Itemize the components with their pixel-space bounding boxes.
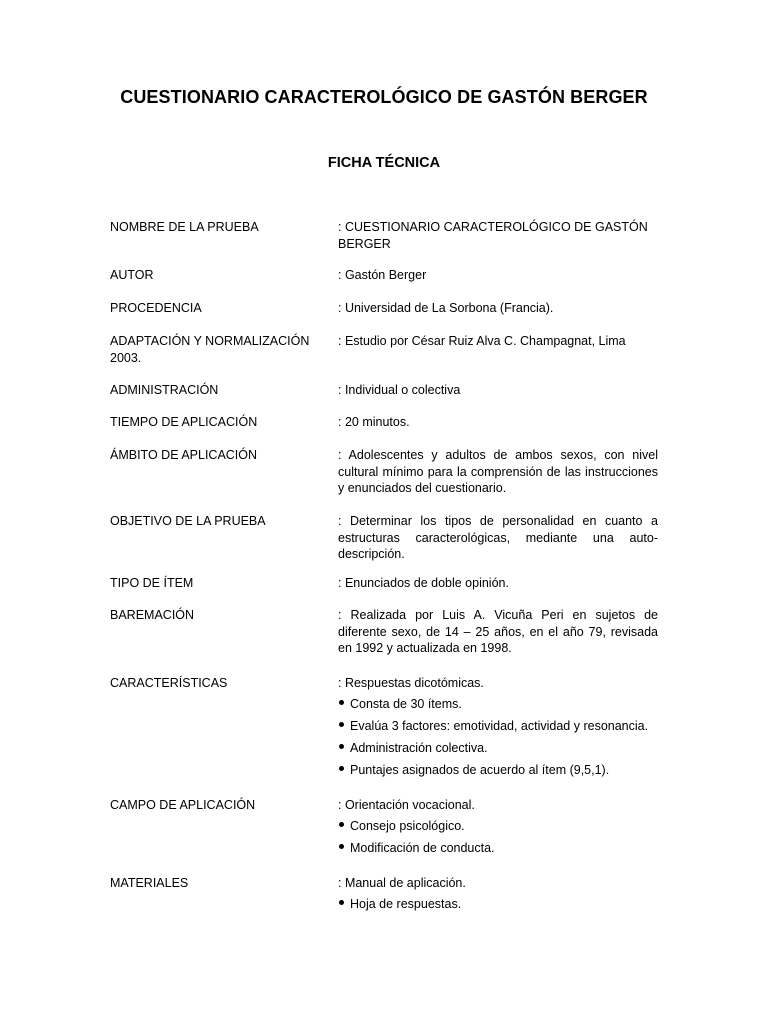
spec-value: : Determinar los tipos de personalidad en cuanto a estructuras caracterológicas, mediante una auto-descripción. [338,514,658,561]
spec-label: OBJETIVO DE LA PRUEBA [110,514,266,528]
spec-label: TIEMPO DE APLICACIÓN [110,415,258,429]
spec-label: TIPO DE ÍTEM [110,576,194,590]
spec-value: : Individual o colectiva [338,383,461,397]
spec-value: : CUESTIONARIO CARACTEROLÓGICO DE GASTÓN BERGER [338,220,648,251]
spec-label: PROCEDENCIA [110,301,202,315]
spec-value-block [338,797,658,862]
spec-label: ADMINISTRACIÓN [110,383,219,397]
spec-value: : Universidad de La Sorbona (Francia). [338,301,554,315]
spec-value: : Adolescentes y adultos de ambos sexos, con nivel cultural mínimo para la comprensión de las instrucciones y enunciados del cuestionario. [338,448,658,495]
spec-value: : Enunciados de doble opinión. [338,576,509,590]
spec-value: : Manual de aplicación. [338,876,466,890]
spec-value-block [338,675,658,784]
spec-label: AUTOR [110,268,154,282]
document-subtitle: FICHA TÉCNICA [327,155,441,171]
spec-label: MATERIALES [110,876,189,890]
spec-value: : Gastón Berger [338,268,427,282]
spec-value: : 20 minutos. [338,415,410,429]
bullet-item: Hoja de respuestas. [338,896,658,913]
spec-value: : Orientación vocacional. [338,798,475,812]
spec-label: ÁMBITO DE APLICACIÓN [110,448,258,462]
bullet-item: Evalúa 3 factores: emotividad, actividad y resonancia. [338,718,658,735]
document-title: CUESTIONARIO CARACTEROLÓGICO DE GASTÓN BERGER [120,87,648,107]
bullet-item: Administración colectiva. [338,740,658,757]
bullet-list [338,896,658,913]
bullet-item: Puntajes asignados de acuerdo al ítem (9,5,1). [338,762,658,779]
spec-label: ADAPTACIÓN Y NORMALIZACIÓN 2003. [110,334,310,365]
bullet-item: Consejo psicológico. [338,818,658,835]
bullet-item: Modificación de conducta. [338,840,658,857]
bullet-list [338,696,658,779]
spec-value: : Estudio por César Ruiz Alva C. Champagnat, Lima [338,334,626,348]
spec-label: BAREMACIÓN [110,608,195,622]
spec-value-block [338,875,658,918]
spec-value: : Realizada por Luis A. Vicuña Peri en sujetos de diferente sexo, de 14 – 25 años, en el año 79, revisada en 1992 y actualizada en 1998. [338,608,658,655]
bullet-list [338,818,658,857]
bullet-item: Consta de 30 ítems. [338,696,658,713]
spec-value: : Respuestas dicotómicas. [338,676,484,690]
spec-label: CARACTERÍSTICAS [110,676,228,690]
spec-label: CAMPO DE APLICACIÓN [110,798,256,812]
spec-label: NOMBRE DE LA PRUEBA [110,220,259,234]
